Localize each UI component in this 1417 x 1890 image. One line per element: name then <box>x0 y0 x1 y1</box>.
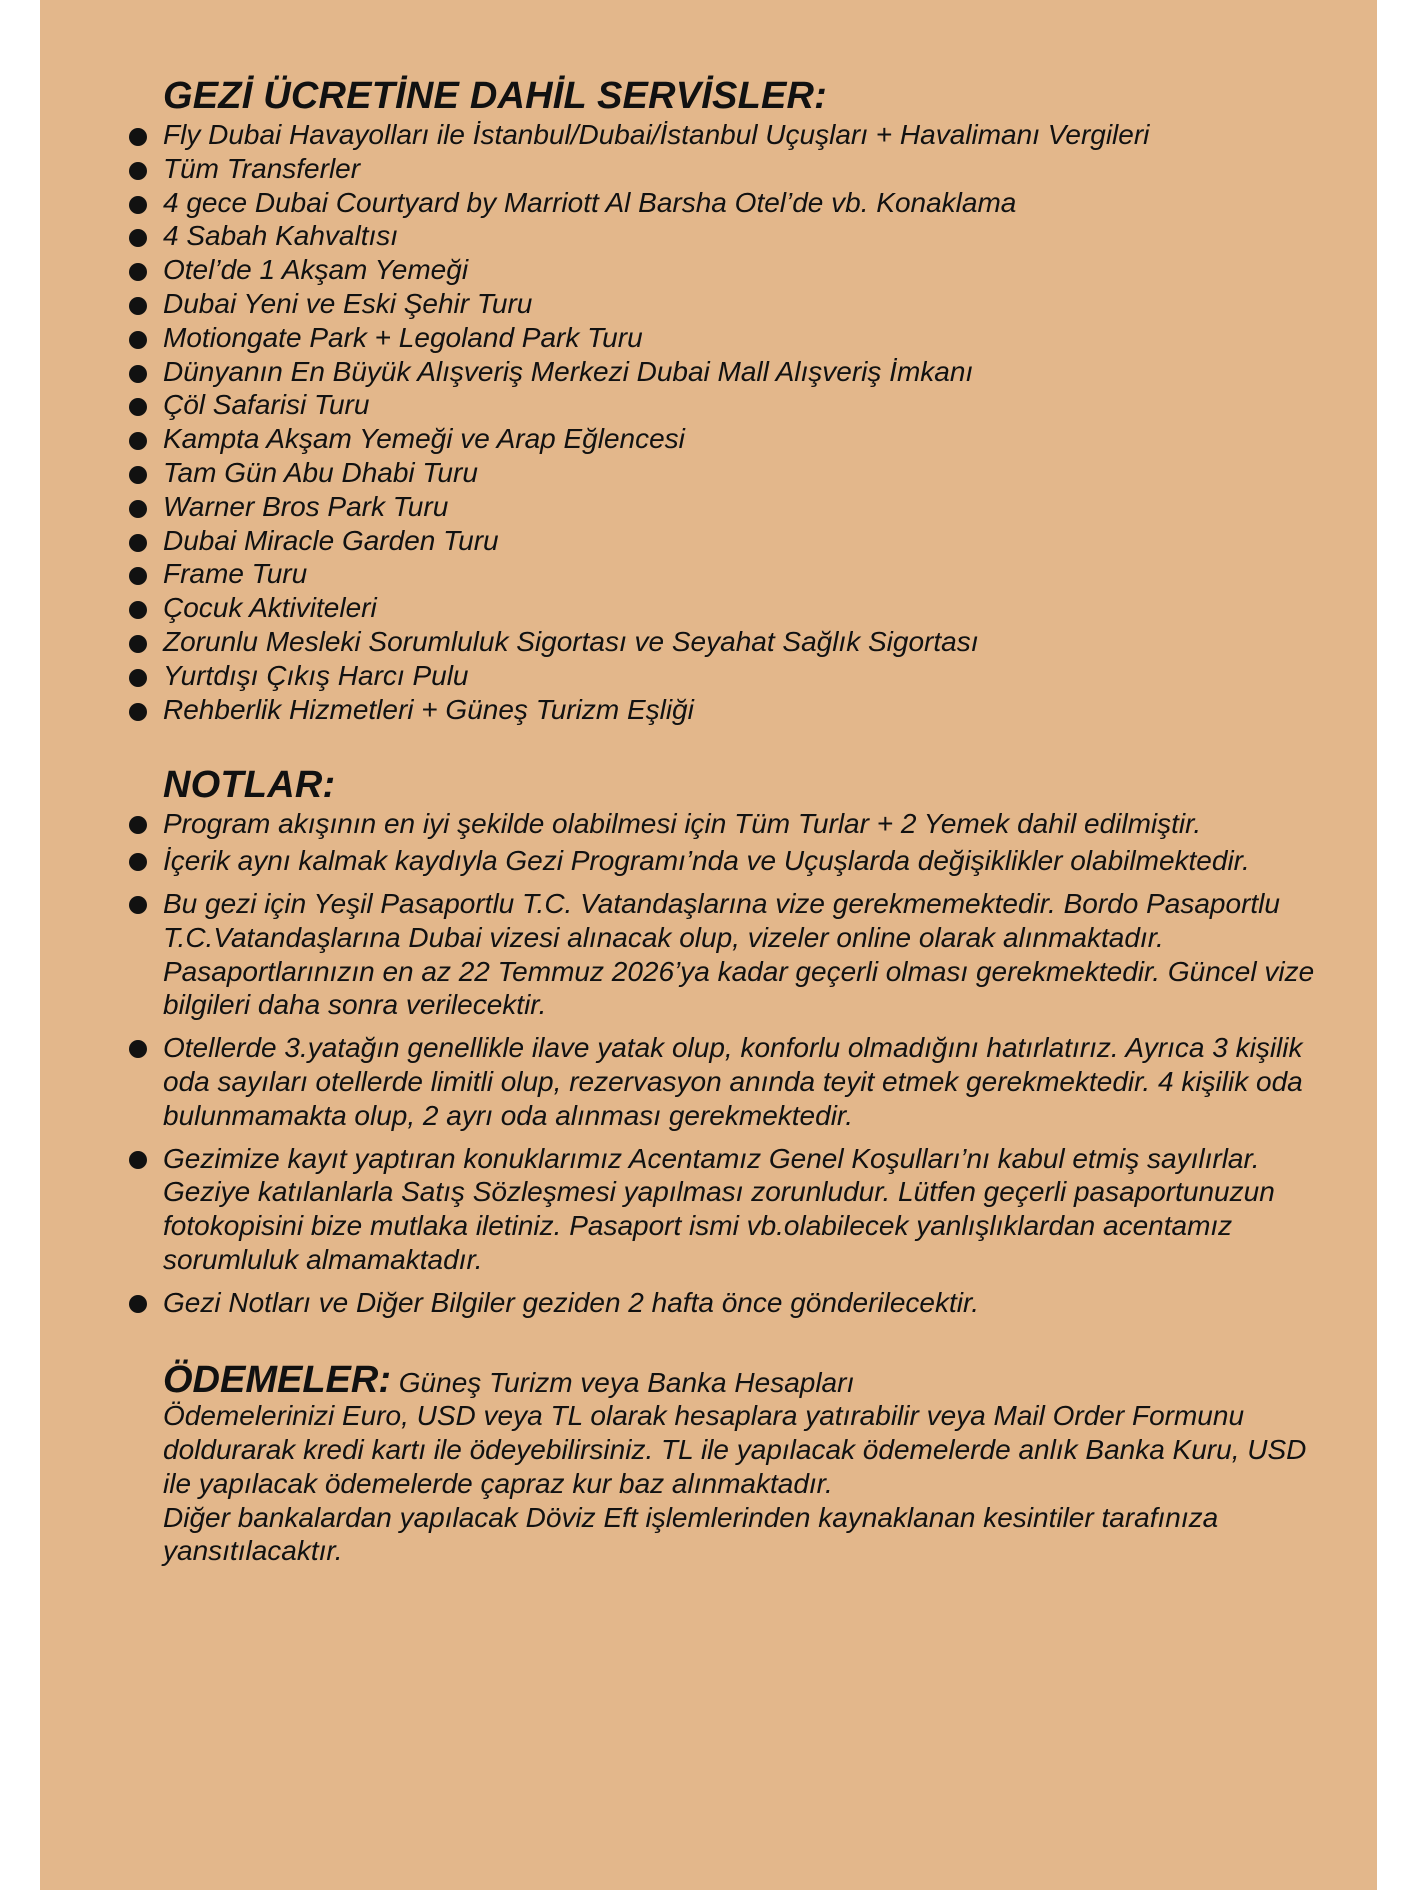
list-item-text: Warner Bros Park Turu <box>163 490 449 522</box>
bullet-icon <box>129 466 147 484</box>
list-item <box>123 524 1333 558</box>
notes-heading: NOTLAR: <box>163 764 336 807</box>
list-item-text: Program akışının en iyi şekilde olabilmesi için Tüm Turlar + 2 Yemek dahil edilmiştir. <box>163 808 1202 840</box>
list-item-text: 4 gece Dubai Courtyard by Marriott Al Barsha Otel’de vb. Konaklama <box>163 186 1017 218</box>
list-item-text: Tüm Transferler <box>163 152 361 184</box>
list-item <box>123 659 1333 693</box>
list-item-text: Fly Dubai Havayolları ile İstanbul/Dubai/İstanbul Uçuşları + Havalimanı Vergileri <box>163 119 1150 150</box>
list-item <box>123 1031 1333 1132</box>
list-item <box>123 591 1333 625</box>
payments-section <box>123 1358 1333 1569</box>
bullet-icon <box>129 196 147 214</box>
list-item-text: Bu gezi için Yeşil Pasaportlu T.C. Vatandaşlarına vize gerekmemektedir. Bordo Pasaportlu T.C.Vatandaşlarına Dubai vizesi alınacak olup, vizeler online olarak alınmaktadır. Pasaportlarınızın en az 22 Temmuz 2026’ya kadar geçerli olması gerekmektedir. Güncel vize bilgileri daha sonra verilecektir. <box>163 887 1315 1021</box>
list-item <box>123 844 1333 878</box>
bullet-icon <box>129 432 147 450</box>
bullet-icon <box>129 534 147 552</box>
bullet-icon <box>129 1151 147 1169</box>
notes-list <box>123 807 1333 1319</box>
list-item-text: Zorunlu Mesleki Sorumluluk Sigortası ve Seyahat Sağlık Sigortası <box>163 625 979 657</box>
list-item <box>123 557 1333 591</box>
bullet-icon <box>129 162 147 180</box>
bullet-icon <box>129 398 147 416</box>
services-list <box>123 118 1333 726</box>
list-item-text: Kampta Akşam Yemeği ve Arap Eğlencesi <box>163 423 685 455</box>
list-item <box>123 807 1333 841</box>
list-item-text: Rehberlik Hizmetleri + Güneş Turizm Eşliği <box>163 693 694 725</box>
bullet-icon <box>129 1295 147 1313</box>
bullet-icon <box>129 263 147 281</box>
list-item <box>123 887 1333 1022</box>
list-item <box>123 152 1333 186</box>
payments-heading-line <box>163 1358 1333 1401</box>
list-item <box>123 490 1333 524</box>
list-item <box>123 186 1333 220</box>
page-content <box>123 74 1333 1568</box>
list-item <box>123 321 1333 355</box>
list-item <box>123 253 1333 287</box>
list-item-text: Çöl Safarisi Turu <box>163 389 370 421</box>
list-item-text: Çocuk Aktiviteleri <box>163 592 377 624</box>
bullet-icon <box>129 896 147 914</box>
list-item <box>123 219 1333 253</box>
list-item <box>123 422 1333 456</box>
list-item-text: Gezimize kayıt yaptıran konuklarımız Acentamız Genel Koşulları’nı kabul etmiş sayılırlar. Geziye katılanlarla Satış Sözleşmesi yapılması zorunludur. Lütfen geçerli pasaportunuzun fotokopisini bize mutlaka iletiniz. Pasaport ismi vb.olabilecek yanlışlıklardan acentamız sorumluluk almamaktadır. <box>163 1142 1275 1275</box>
bullet-icon <box>129 331 147 349</box>
list-item-text: Otellerde 3.yatağın genellikle ilave yatak olup, konforlu olmadığını hatırlatırız. Ayrıca 3 kişilik oda sayıları otellerde limitli olup, rezervasyon anında teyit etmek gerekmektedir. 4 kişilik oda bulunmamakta olup, 2 ayrı oda alınması gerekmektedir. <box>163 1032 1303 1131</box>
list-item-text: Dubai Miracle Garden Turu <box>163 524 499 556</box>
list-item-text: Dünyanın En Büyük Alışveriş Merkezi Dubai Mall Alışveriş İmkanı <box>163 355 974 387</box>
bullet-icon <box>129 635 147 653</box>
payments-heading: ÖDEMELER: <box>163 1358 391 1401</box>
list-item-text: Tam Gün Abu Dhabi Turu <box>163 456 478 488</box>
list-item <box>123 625 1333 659</box>
bullet-icon <box>129 297 147 315</box>
bullet-icon <box>129 1040 147 1058</box>
list-item <box>123 1286 1333 1320</box>
list-item <box>123 388 1333 422</box>
list-item-text: Motiongate Park + Legoland Park Turu <box>163 321 643 353</box>
bullet-icon <box>129 853 147 871</box>
list-item-text: Dubai Yeni ve Eski Şehir Turu <box>163 287 533 319</box>
list-item <box>123 693 1333 727</box>
list-item <box>123 118 1333 152</box>
payments-paragraph: Ödemelerinizi Euro, USD veya TL olarak hesaplara yatırabilir veya Mail Order Formunu doldurarak kredi kartı ile ödeyebilirsiniz. TL ile yapılacak ödemelerde anlık Banka Kuru, USD ile yapılacak ödemelerde çapraz kur baz alınmaktadır. <box>163 1400 1307 1499</box>
bullet-icon <box>129 601 147 619</box>
list-item-text: Frame Turu <box>163 558 308 590</box>
list-item-text: Otel’de 1 Akşam Yemeği <box>163 254 469 286</box>
payments-subheading: Güneş Turizm veya Banka Hesapları <box>398 1366 855 1398</box>
list-item <box>123 287 1333 321</box>
bullet-icon <box>129 365 147 383</box>
bullet-icon <box>129 229 147 247</box>
list-item <box>123 456 1333 490</box>
payments-paragraph: Diğer bankalardan yapılacak Döviz Eft işlemlerinden kaynaklanan kesintiler tarafınıza yansıtılacaktır. <box>163 1501 1219 1567</box>
bullet-icon <box>129 500 147 518</box>
bullet-icon <box>129 816 147 834</box>
bullet-icon <box>129 703 147 721</box>
services-heading: GEZİ ÜCRETİNE DAHİL SERVİSLER: <box>163 75 828 117</box>
list-item <box>123 355 1333 389</box>
list-item-text: Yurtdışı Çıkış Harcı Pulu <box>163 659 469 691</box>
list-item-text: 4 Sabah Kahvaltısı <box>163 220 399 252</box>
list-item-text: İçerik aynı kalmak kaydıyla Gezi Programı’nda ve Uçuşlarda değişiklikler olabilmektedir. <box>163 845 1250 877</box>
list-item-text: Gezi Notları ve Diğer Bilgiler geziden 2 hafta önce gönderilecektir. <box>163 1286 980 1318</box>
bullet-icon <box>129 567 147 585</box>
list-item <box>123 1142 1333 1277</box>
bullet-icon <box>129 669 147 687</box>
bullet-icon <box>129 128 147 146</box>
